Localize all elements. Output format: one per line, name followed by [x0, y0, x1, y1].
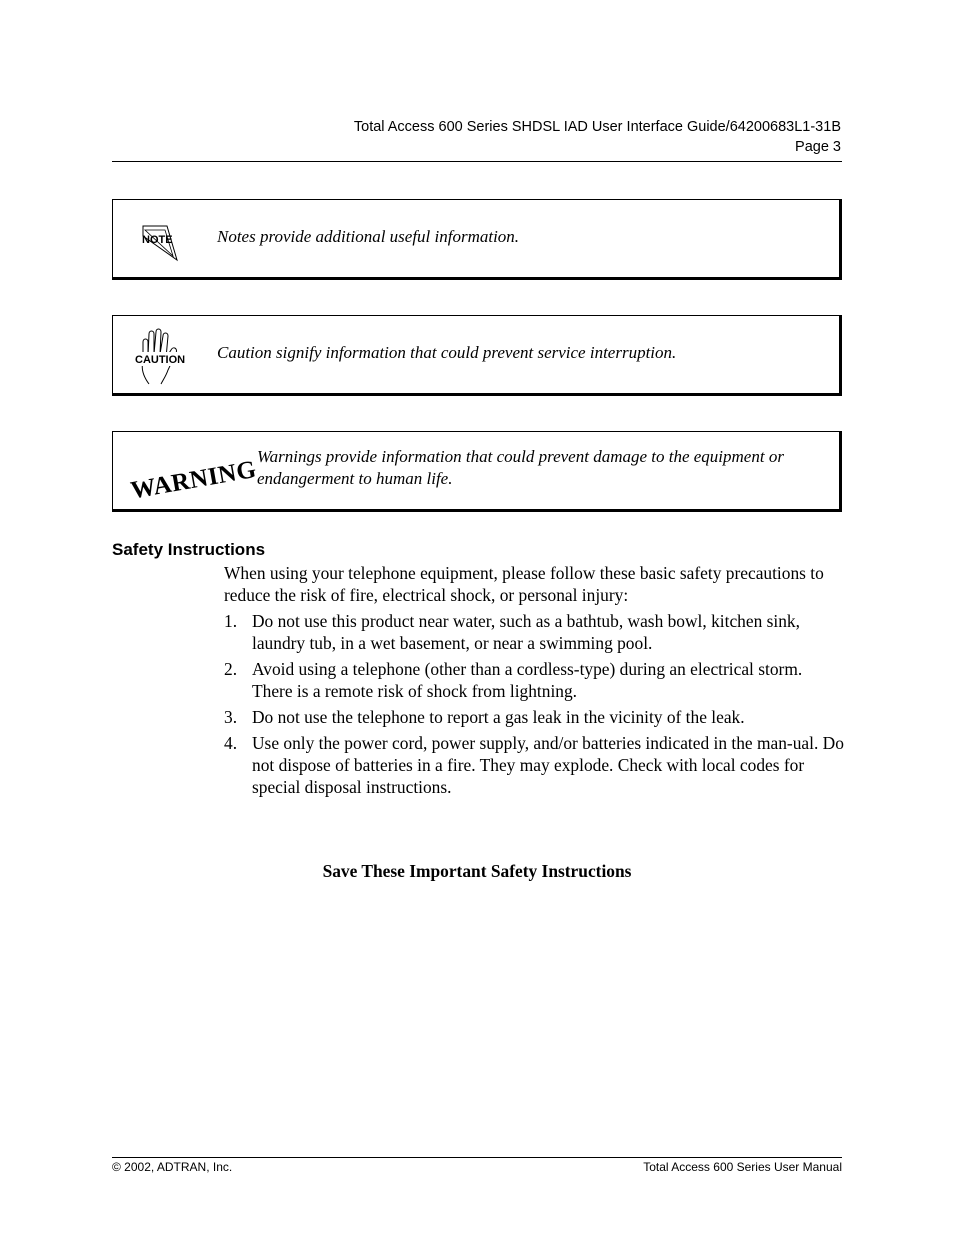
note-text: Notes provide additional useful information.: [217, 227, 520, 246]
footer-manual-title: Total Access 600 Series User Manual: [643, 1160, 842, 1174]
item-text: Use only the power cord, power supply, and/or batteries indicated in the man-ual. Do not dispose of batteries in a fire. They may explode. Check with local codes for special disposal instructions.: [252, 733, 844, 797]
header-rule: [112, 161, 842, 162]
list-item: [224, 610, 844, 654]
item-text: Do not use this product near water, such as a bathtub, wash bowl, kitchen sink, laundry tub, in a wet basement, or near a swimming pool.: [252, 611, 800, 653]
list-item: [224, 732, 844, 798]
item-number: 1.: [224, 611, 238, 631]
safety-list: [224, 610, 844, 802]
item-number: 4.: [224, 733, 238, 753]
svg-text:NOTE: NOTE: [142, 234, 173, 246]
closing-statement: Save These Important Safety Instructions: [322, 861, 632, 881]
page-number: Page 3: [795, 139, 841, 155]
footer-rule: [112, 1157, 842, 1158]
list-item: [224, 706, 844, 728]
note-icon: [137, 222, 183, 269]
warning-icon: [125, 452, 259, 505]
item-text: Do not use the telephone to report a gas leak in the vicinity of the leak.: [252, 707, 745, 727]
footer-copyright: © 2002, ADTRAN, Inc.: [112, 1160, 233, 1174]
header-title: Total Access 600 Series SHDSL IAD User Interface Guide/64200683L1-31B: [353, 119, 841, 135]
svg-text:CAUTION: CAUTION: [135, 354, 186, 366]
item-number: 3.: [224, 707, 238, 727]
safety-intro: When using your telephone equipment, please follow these basic safety precautions to reduce the risk of fire, electrical shock, or personal injury:: [224, 563, 824, 605]
page-header: [354, 117, 841, 157]
item-text: Avoid using a telephone (other than a cordless-type) during an electrical storm. There is a remote risk of shock from lightning.: [252, 659, 803, 701]
svg-text:WARNING: WARNING: [128, 455, 259, 505]
warning-box: [112, 431, 842, 512]
warning-text: Warnings provide information that could prevent damage to the equipment or endangerment to human life.: [257, 447, 784, 488]
list-item: [224, 658, 844, 702]
item-number: 2.: [224, 659, 238, 679]
caution-box: [112, 315, 842, 396]
section-heading: Safety Instructions: [112, 540, 266, 559]
note-box: [112, 199, 842, 280]
caution-hand-icon: [133, 328, 185, 391]
caution-text: Caution signify information that could prevent service interruption.: [217, 343, 677, 362]
